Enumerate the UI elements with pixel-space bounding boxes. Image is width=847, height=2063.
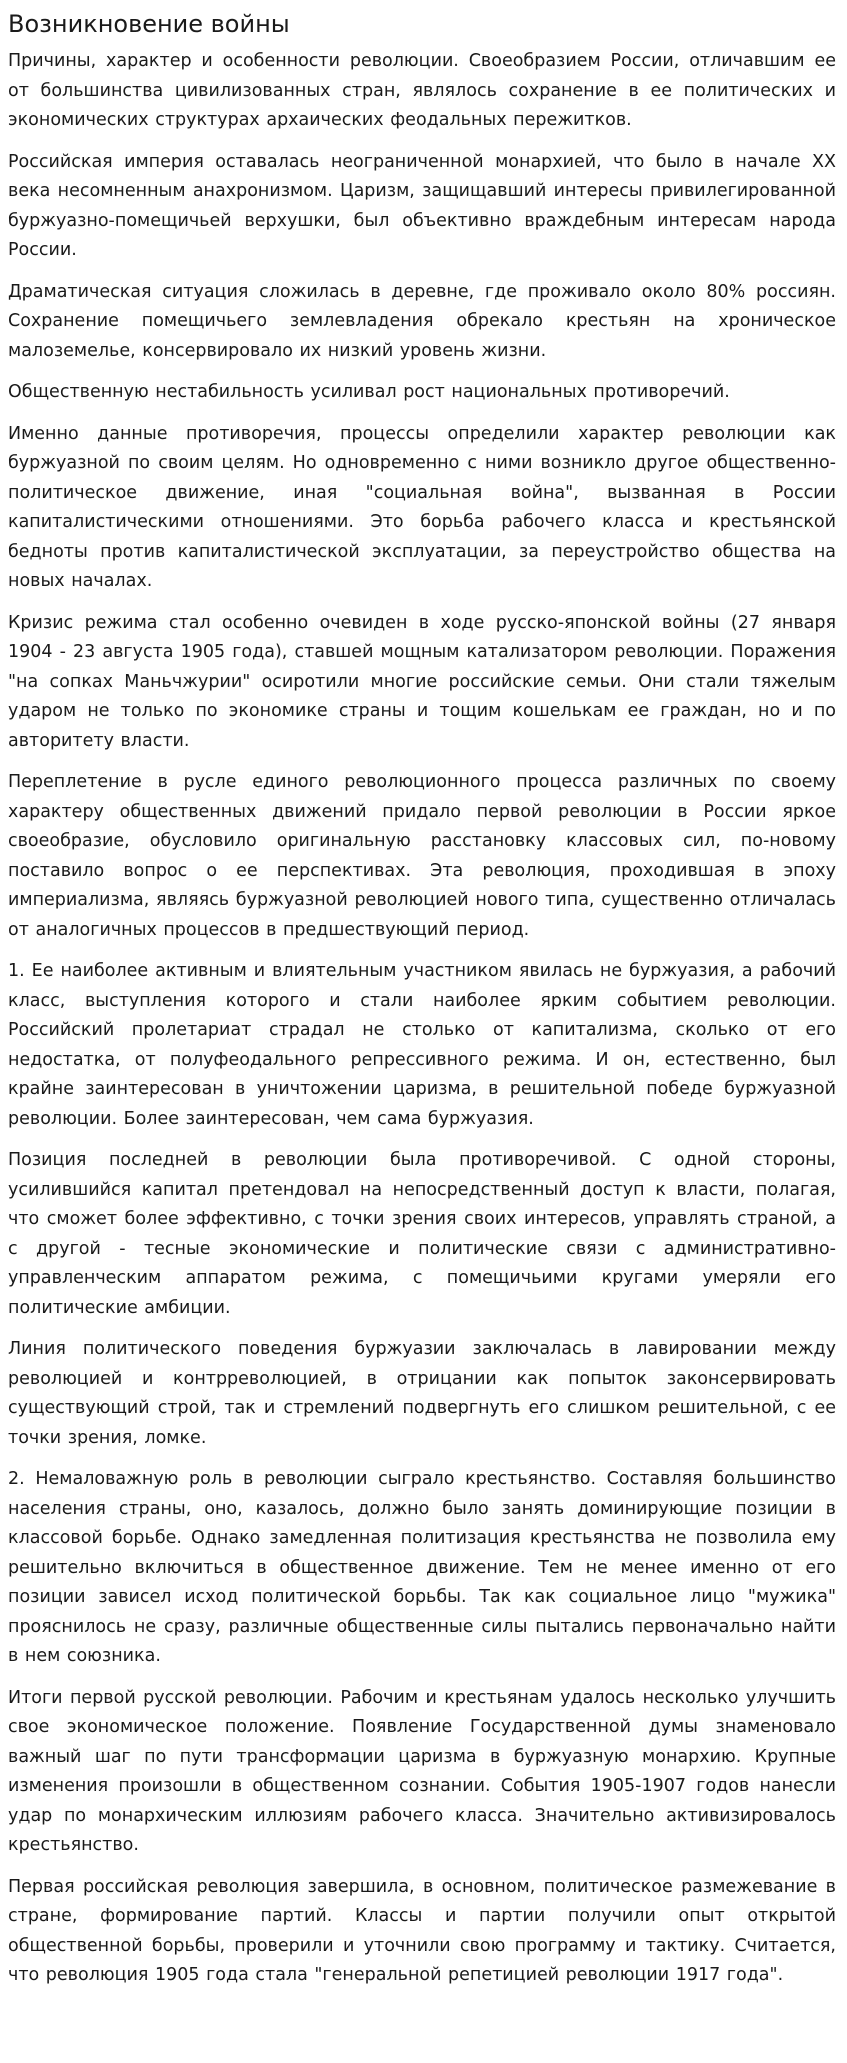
article-paragraph: Кризис режима стал особенно очевиден в ходе русско-японской войны (27 января 1904 - 23 августа 1905 года), ставшей мощным катализатором революции. Поражения "на сопках Маньчжурии" осиротили многие российские семьи. Они стали тяжелым ударом не только по экономике страны и тощим кошелькам ее граждан, но и по авторитету власти. xyxy=(8,612,836,751)
article-paragraph: Драматическая ситуация сложилась в деревне, где проживало около 80% россиян. Сохранение помещичьего землевладения обрекало крестьян на хроническое малоземелье, консервировало их низкий уровень жизни. xyxy=(8,281,836,361)
article-paragraph: Переплетение в русле единого революционного процесса различных по своему характеру общественных движений придало первой революции в России яркое своеобразие, обусловило оригинальную расстановку классовых сил, по-новому поставило вопрос о ее перспективах. Эта революция, проходившая в эпоху империализма, являясь буржуазной революцией нового типа, существенно отличалась от аналогичных процессов в предшествующий период. xyxy=(8,772,836,940)
article-paragraph: Позиция последней в революции была противоречивой. С одной стороны, усилившийся капитал претендовал на непосредственный доступ к власти, полагая, что сможет более эффективно, с точки зрения своих интересов, управлять страной, а с другой - тесные экономические и политические связи с административно-управленческим аппаратом режима, с помещичьими кругами умеряли его политические амбиции. xyxy=(8,1150,836,1318)
article-paragraph: 1. Ее наиболее активным и влиятельным участником явилась не буржуазия, а рабочий класс, выступления которого и стали наиболее ярким событием революции. Российский пролетариат страдал не столько от капитализма, сколько от его недостатка, от полуфеодального репрессивного режима. И он, естественно, был крайне заинтересован в уничтожении царизма, в решительной победе буржуазной революции. Более заинтересован, чем сама буржуазия. xyxy=(8,961,836,1129)
article-paragraph: Общественную нестабильность усиливал рост национальных противоречий. xyxy=(8,382,730,402)
article-paragraph: Итоги первой русской революции. Рабочим и крестьянам удалось несколько улучшить свое экономическое положение. Появление Государственной думы знаменовало важный шаг по пути трансформации царизма в буржуазную монархию. Крупные изменения произошли в общественном сознании. События 1905-1907 годов нанесли удар по монархическим иллюзиям рабочего класса. Значительно активизировалось крестьянство. xyxy=(8,1687,836,1855)
article-paragraph: Первая российская революция завершила, в основном, политическое размежевание в стране, формирование партий. Классы и партии получили опыт открытой общественной борьбы, проверили и уточнили свою программу и тактику. Считается, что революция 1905 года стала "генеральной репетицией революции 1917 года". xyxy=(8,1876,836,1985)
article-title: Возникновение войны xyxy=(8,10,290,38)
article-paragraph: Именно данные противоречия, процессы определили характер революции как буржуазной по своим целям. Но одновременно с ними возникло другое общественно-политическое движение, иная "социальная война", вызванная в России капиталистическими отношениями. Это борьба рабочего класса и крестьянской бедноты против капиталистической эксплуатации, за переустройство общества на новых началах. xyxy=(8,423,836,591)
article-paragraph: Причины, характер и особенности революции. Своеобразием России, отличавшим ее от большинства цивилизованных стран, являлось сохранение в ее политических и экономических структурах архаических феодальных пережитков. xyxy=(8,51,836,130)
article-paragraph: Линия политического поведения буржуазии заключалась в лавировании между революцией и контрреволюцией, в отрицании как попыток законсервировать существующий строй, так и стремлений подвергнуть его слишком решительной, с ее точки зрения, ломке. xyxy=(8,1339,836,1448)
article-paragraph: Российская империя оставалась неограниченной монархией, что было в начале XX века несомненным анахронизмом. Царизм, защищавший интересы привилегированной буржуазно-помещичьей верхушки, был объективно враждебным интересам народа России. xyxy=(8,151,836,260)
article-paragraph: 2. Немаловажную роль в революции сыграло крестьянство. Составляя большинство населения страны, оно, казалось, должно было занять доминирующие позиции в классовой борьбе. Однако замедленная политизация крестьянства не позволила ему решительно включиться в общественное движение. Тем не менее именно от его позиции зависел исход политической борьбы. Так как социальное лицо "мужика" прояснилось не сразу, различные общественные силы пытались первоначально найти в нем союзника. xyxy=(8,1469,836,1666)
